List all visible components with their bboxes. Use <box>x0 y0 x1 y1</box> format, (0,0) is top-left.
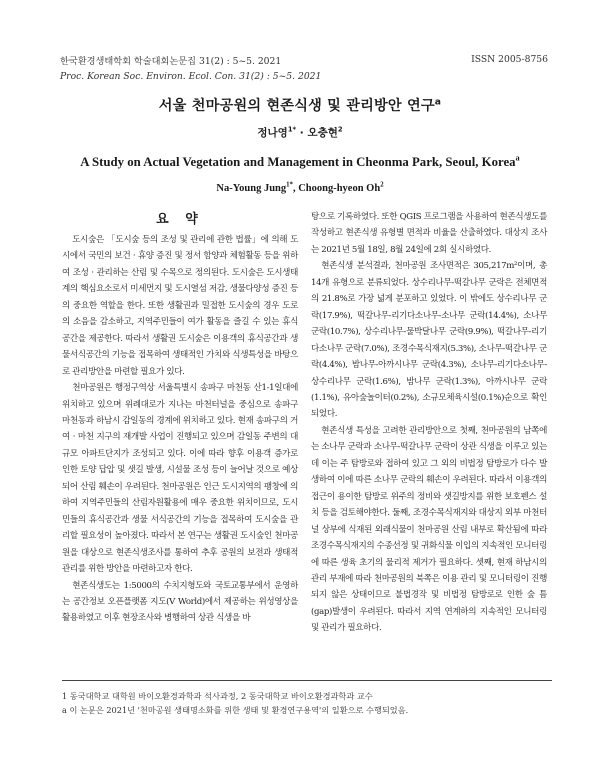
title-english-footnote-mark: a <box>515 153 520 163</box>
author-2-ko: 오충현 <box>307 127 338 139</box>
title-korean-footnote-mark: a <box>434 96 442 108</box>
author-2-en-mark: 2 <box>380 181 384 189</box>
author-2-en: Choong-hyeon Oh <box>298 183 381 194</box>
footnotes <box>62 680 552 717</box>
journal-citation-ko: 한국환경생태학회 학술대회논문집 31(2) : 5~5. 2021 <box>60 56 282 67</box>
title-english-text: A Study on Actual Vegetation and Management in Cheonma Park, Seoul, Korea <box>80 155 516 169</box>
footnote-affiliations: 1 동국대학교 대학원 바이오환경과학과 석사과정, 2 동국대학교 바이오환경과학과 교수 <box>62 691 373 701</box>
authors-english <box>0 183 600 194</box>
title-korean-text: 서울 천마공원의 현존식생 및 관리방안 연구 <box>158 98 435 114</box>
author-separator-en: , <box>292 183 299 194</box>
body-column-left <box>62 232 298 627</box>
footnote-funding: a 이 논문은 2021년 '천마공원 생태명소화를 위한 생태 및 환경연구용역'의 일환으로 수행되었음. <box>62 705 409 715</box>
author-separator-ko: · <box>296 127 308 139</box>
paragraph: 천마공원은 행정구역상 서울특별시 송파구 마천동 산1-1일대에 위치하고 있으며 위례대로가 지나는 마천터널을 중심으로 송파구 마천동과 하남시 감일동의 경계에 위치하고 있다. 현재 송파구의 거여 · 마천 지구의 재개발 사업이 진행되고 있으며 감일동 주변의 대규모 아파트단지가 조성되고 있다. 이에 따라 향후 이용객 증가로 인한 토양 답압 및 샛길 발생, 시설물 조성 등이 늘어날 것으로 예상되어 산림 훼손이 우려된다. 천마공원은 인근 도시지역의 팽창에 의하여 지역주민들의 산림자원활용에 매우 중요한 위치이므로, 도시민들의 휴식공간과 생물 서식공간의 기능을 접목하여 도시숲을 관리할 필요성이 높아졌다. 따라서 본 연구는 생활권 도시숲인 천마공원을 대상으로 현존식생조사를 통하여 추후 공원의 보전과 생태적 관리를 위한 방안을 마련하고자 한다. <box>62 383 298 575</box>
paragraph: 현존식생 분석결과, 천마공원 조사면적은 305,217m²이며, 총 14개 유형으로 분류되었다. 상수리나무-떡갈나무 군락은 전체면적의 21.8%로 가장 넓게 분포하고 있었다. 이 밖에도 상수리나무 군락(17.9%), 떡갈나무-리기다소나무-소나무 군락(14.4%), 소나무 군락(10.7%), 상수리나무-물박달나무 군락(9.9%), 떡갈나무-리기다소나무 군락(7.0%), 조경수목식재지(5.3%), 소나무-떡갈나무 군락(4.4%), 밤나무-아까시나무 군락(4.3%), 소나무-리기다소나무-상수리나무 군락(1.6%), 밤나무 군락(1.3%), 아까시나무 군락(1.1%), 유아숲놀이터(0.2%), 소규모체육시설(0.1%)순으로 확인되었다. <box>311 261 547 420</box>
paragraph: 현존식생도는 1:5000의 수치지형도와 국토교통부에서 운영하는 공간정보 오픈플랫폼 지도(V World)에서 제공하는 위성영상을 활용하였고 이후 현장조사와 병행하여 상관 식생을 바 <box>62 580 298 624</box>
title-korean <box>0 95 600 115</box>
author-1-ko: 정나영 <box>257 127 288 139</box>
journal-citation-en: Proc. Korean Soc. Environ. Ecol. Con. 31(2) : 5~5. 2021 <box>60 71 322 82</box>
author-1-en-mark: 1* <box>286 181 293 189</box>
paragraph: 탕으로 기록하였다. 또한 QGIS 프로그램을 사용하여 현존식생도를 작성하고 현존식생 유형별 면적과 비율을 산출하였다. 대상지 조사는 2021년 5월 18일, 8월 24일에 2회 실시하였다. <box>311 212 547 255</box>
abstract-heading: 요 약 <box>156 212 204 227</box>
author-1-en: Na-Young Jung <box>216 183 287 194</box>
authors-korean <box>0 125 600 140</box>
body-column-right <box>311 209 547 637</box>
author-1-ko-mark: 1* <box>287 125 297 134</box>
paragraph: 도시숲은 「도시숲 등의 조성 및 관리에 관한 법률」에 의해 도시에서 국민의 보건 · 휴양 증진 및 정서 함양과 체험활동 등을 위하여 조성 · 관리하는 산림 및 수목으로 정의된다. 도시숲은 도시생태계의 핵심요소로서 미세먼지 및 도시열섬 저감, 생물다양성 증진 등의 중요한 역할을 한다. 또한 생활권과 밀접한 도시숲의 경우 도로의 소음을 감소하고, 지역주민들이 여가 활동을 즐길 수 있는 휴식공간을 제공한다. 따라서 생활권 도시숲은 이용객의 휴식공간과 생물서식공간의 기능을 접목하여 생태적인 가치와 식생특성을 바탕으로 관리방안을 마련할 필요가 있다. <box>62 235 298 377</box>
author-2-ko-mark: 2 <box>337 125 343 134</box>
paragraph: 현존식생 특성을 고려한 관리방안으로 첫째, 천마공원의 남쪽에는 소나무 군락과 소나무-떡갈나무 군락이 상관 식생을 이루고 있는데 이는 주 탐방로와 접하여 있고 그 외의 비법정 탐방로가 다수 발생하여 이에 따른 소나무 군락의 훼손이 우려된다. 따라서 이용객의 접근이 용이한 탐방로 위주의 정비와 샛길방지를 위한 보호펜스 설치 등을 검토해야한다. 둘째, 조경수목식재지와 대상지 외부 마천터널 상부에 식재된 외래식물이 천마공원 산림 내부로 확산됨에 따라 조경수목식재지의 수종선정 및 귀화식물 이입의 지속적인 모니터링에 따른 생육 초기의 물리적 제거가 필요하다. 셋째, 현재 하남시의 관리 부재에 따라 천마공원의 북쪽은 이용 관리 및 모니터링이 진행되지 않은 상태이므로 불법경작 및 비법정 탐방로로 인한 숲 틈(gap)발생이 우려된다. 따라서 지역 연계하의 지속적인 모니터링 및 관리가 필요하다. <box>311 425 547 634</box>
journal-header <box>60 54 321 84</box>
issn: ISSN 2005-8756 <box>471 54 548 65</box>
title-english <box>0 155 600 170</box>
